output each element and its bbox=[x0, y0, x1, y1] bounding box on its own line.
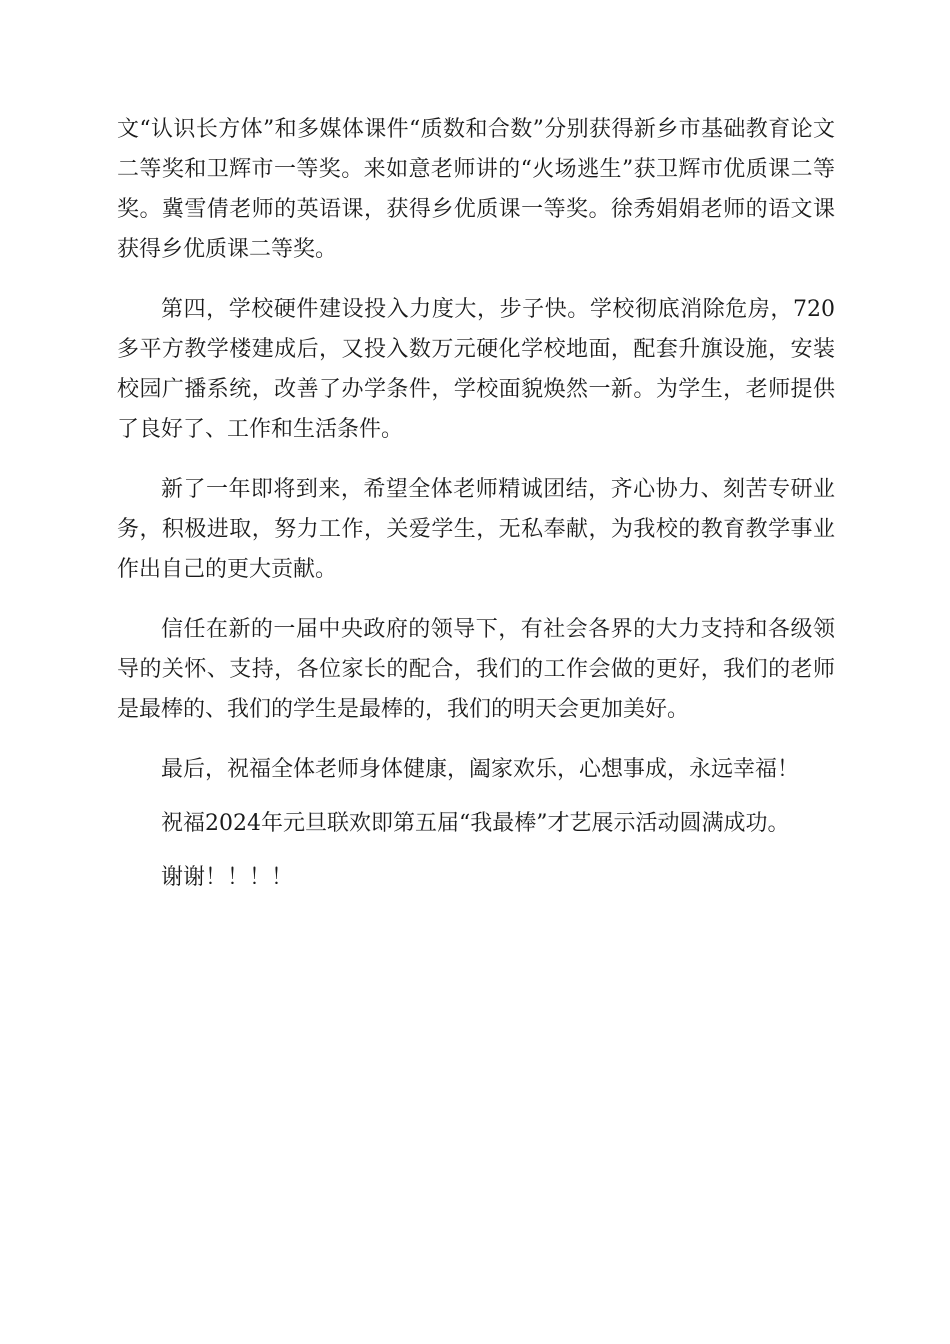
paragraph-thanks: 谢谢！！！！ bbox=[161, 865, 294, 890]
paragraph-blessing-event: 祝福2024年元旦联欢即第五届“我最棒”才艺展示活动圆满成功。 bbox=[161, 811, 790, 836]
paragraph-hardware-construction: 第四，学校硬件建设投入力度大，步子快。学校彻底消除危房，720多平方教学楼建成后，又投入数万元硬化学校地面，配套升旗设施，安装校园广播系统，改善了办学条件，学校面貌焕然一新。为学生，老师提供了良好了、工作和生活条件。 bbox=[117, 297, 835, 442]
paragraph-awards-continued: 文“认识长方体”和多媒体课件“质数和合数”分别获得新乡市基础教育论文二等奖和卫辉市一等奖。来如意老师讲的“火场逃生”获卫辉市优质课二等奖。冀雪倩老师的英语课，获得乡优质课一等奖。徐秀娟娟老师的语文课获得乡优质课二等奖。 bbox=[117, 117, 835, 262]
paragraph-confidence: 信任在新的一届中央政府的领导下，有社会各界的大力支持和各级领导的关怀、支持，各位家长的配合，我们的工作会做的更好，我们的老师是最棒的、我们的学生是最棒的，我们的明天会更加美好。 bbox=[117, 617, 835, 722]
document-body bbox=[117, 110, 835, 912]
paragraph-blessing-teachers: 最后，祝福全体老师身体健康，阖家欢乐，心想事成，永远幸福！ bbox=[161, 757, 800, 782]
paragraph-new-year-hopes: 新了一年即将到来，希望全体老师精诚团结，齐心协力、刻苦专研业务，积极进取，努力工作，关爱学生，无私奉献，为我校的教育教学事业作出自己的更大贡献。 bbox=[117, 477, 835, 582]
